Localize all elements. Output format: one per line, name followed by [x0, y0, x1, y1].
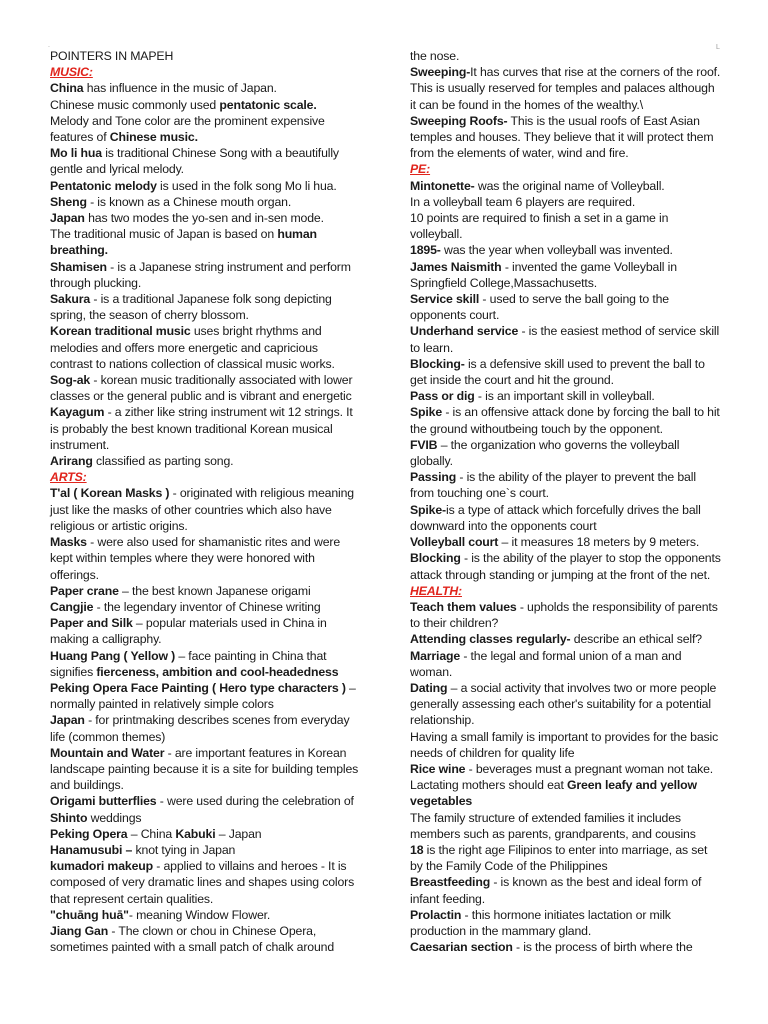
term: Teach them values: [410, 599, 517, 614]
pointer-entry: [410, 939, 722, 955]
definition: Having a small family is important to provides for the basic needs of children for quality life: [410, 729, 719, 760]
pointer-entry: [50, 826, 362, 842]
term: Peking Opera Face Painting ( Hero type characters ): [50, 680, 346, 695]
definition: This is the usual roofs of East Asian temples and houses. They believe that it will protect them from the elements of water, wind and fire.: [410, 113, 714, 161]
term: Service skill: [410, 292, 480, 307]
term: Arirang: [50, 454, 93, 469]
pointer-entry: [410, 729, 722, 761]
pointer-entry: [410, 777, 722, 809]
definition: – Japan: [215, 826, 262, 841]
definition: - The clown or chou in Chinese Opera, sometimes painted with a small patch of chalk around: [50, 923, 335, 955]
term: Paper crane: [50, 583, 119, 598]
pointer-entry: [50, 923, 362, 955]
definition: weddings: [87, 810, 142, 825]
definition: is the right age Filipinos to enter into marriage, as set by the Family Code of the Philippines: [410, 842, 708, 874]
pointer-entry: [50, 372, 362, 404]
pointer-entry: [410, 323, 722, 355]
pointer-entry: [50, 113, 362, 145]
pointer-entry: [410, 113, 722, 162]
definition: It has curves that rise at the corners of the roof. This is usually reserved for temples and palaces although it can be found in the homes of the wealthy.\: [410, 65, 721, 112]
pointer-entry: [410, 48, 722, 64]
term: Volleyball court: [410, 535, 499, 550]
term: Shinto: [50, 810, 88, 825]
section-heading: ARTS:: [50, 470, 87, 485]
definition: has influence in the music of Japan.: [83, 81, 277, 96]
pointer-entry: [410, 178, 722, 194]
pointer-entry: [50, 80, 362, 96]
pointer-entry: [50, 178, 362, 194]
definition: has two modes the yo-sen and in-sen mode.: [84, 211, 324, 226]
term: Underhand service: [410, 324, 519, 339]
pointer-entry: [410, 64, 722, 113]
definition: - is known as a Chinese mouth organ.: [86, 194, 292, 209]
pointer-entry: [410, 194, 722, 210]
term: Dating: [410, 680, 448, 695]
term: Spike: [410, 405, 443, 420]
term: Passing: [410, 470, 457, 485]
left-column: [50, 48, 362, 955]
term: Shamisen: [50, 259, 107, 274]
term: Prolactin: [410, 907, 462, 922]
definition: - used to serve the ball going to the opponents court.: [410, 292, 669, 323]
definition: - is the ability of the player to stop the opponents attack through standing or jumping at the front of the net.: [410, 551, 721, 582]
definition: Chinese music commonly used: [50, 97, 220, 112]
term: Blocking: [410, 551, 461, 566]
term: Peking Opera: [50, 826, 128, 841]
pointer-entry: [50, 97, 362, 113]
pointer-entry: [50, 404, 362, 453]
section-heading: PE:: [410, 162, 431, 177]
definition: – normally painted in relatively simple colors: [50, 680, 356, 712]
definition: uses bright rhythms and melodies and offers more energetic and capricious contrast to nations collection of classical music works.: [50, 324, 335, 371]
term: Pentatonic melody: [50, 178, 157, 193]
term: pentatonic scale.: [219, 97, 317, 112]
pointer-entry: [50, 194, 362, 210]
definition: - this hormone initiates lactation or milk production in the mammary gland.: [410, 907, 671, 938]
definition: - the legendary inventor of Chinese writing: [93, 599, 321, 614]
pointer-entry: [410, 680, 722, 729]
term: Green leafy and yellow vegetables: [410, 778, 697, 809]
pointer-entry: [50, 680, 362, 712]
definition: - upholds the responsibility of parents to their children?: [410, 599, 718, 631]
term: Pass or dig: [410, 389, 475, 404]
term: Paper and Silk: [50, 616, 133, 631]
definition: is used in the folk song Mo li hua.: [156, 178, 337, 193]
definition: - for printmaking describes scenes from everyday life (common themes): [50, 713, 350, 744]
definition: – it measures 18 meters by 9 meters.: [498, 535, 700, 550]
scan-mark: L: [716, 44, 720, 51]
term: Attending classes regularly-: [410, 632, 571, 647]
definition: was the year when volleyball was invented.: [440, 243, 673, 258]
term: "chuāng huā": [50, 907, 129, 922]
pointer-entry: [410, 356, 722, 388]
pointer-entry: [410, 502, 722, 534]
pointer-entry: [50, 907, 362, 923]
section-heading: HEALTH:: [410, 583, 462, 598]
term: James Naismith: [410, 259, 502, 274]
definition: – a social activity that involves two or more people generally assessing each other's suitability for a potential relationship.: [410, 680, 717, 728]
pointer-entry: [50, 210, 362, 226]
scan-mark: .: [48, 42, 50, 49]
pointer-entry: [50, 745, 362, 794]
pointer-entry: [410, 388, 722, 404]
term: Chinese music.: [109, 130, 198, 145]
term: fierceness, ambition and cool-headedness: [96, 664, 339, 679]
definition: In a volleyball team 6 players are required.: [410, 194, 636, 209]
definition: - were also used for shamanistic rites and were kept within temples where they were honored with offerings.: [50, 535, 341, 582]
term: Sheng: [50, 194, 87, 209]
definition: the nose.: [410, 49, 460, 63]
definition: knot tying in Japan: [132, 842, 236, 857]
term: Hanamusubi –: [50, 842, 133, 857]
definition: describe an ethical self?: [570, 632, 702, 647]
pointer-entry: [50, 858, 362, 907]
pointer-entry: [410, 648, 722, 680]
term: Breastfeeding: [410, 875, 491, 890]
term: Japan: [50, 211, 85, 226]
definition: - a zither like string instrument wit 12 strings. It is probably the best known traditional Korean musical instrument.: [50, 405, 353, 452]
definition: – the organization who governs the volleyball globally.: [410, 437, 680, 469]
definition: – face painting in China that signifies: [50, 648, 327, 679]
pointer-entry: [410, 437, 722, 469]
term: Rice wine: [410, 761, 466, 776]
term: Korean traditional music: [50, 324, 191, 339]
term: Masks: [50, 535, 87, 550]
pointer-entry: [410, 631, 722, 647]
definition: - is a Japanese string instrument and perform through plucking.: [50, 259, 351, 290]
pointer-entry: [50, 615, 362, 647]
term: 1895-: [410, 243, 441, 258]
pointer-entry: [410, 242, 722, 258]
definition: - originated with religious meaning just like the masks of other countries which also have religious or artistic origins.: [50, 486, 354, 533]
definition: – the best known Japanese origami: [118, 583, 311, 598]
definition: Melody and Tone color are the prominent expensive features of: [50, 113, 325, 145]
term: Spike-: [410, 502, 447, 517]
pointer-entry: [50, 534, 362, 583]
term: Mintonette-: [410, 178, 475, 193]
pointer-entry: [50, 485, 362, 534]
definition: was the original name of Volleyball.: [474, 178, 665, 193]
definition: - is a traditional Japanese folk song depicting spring, the season of cherry blossom.: [50, 292, 332, 323]
term: Marriage: [410, 648, 461, 663]
definition: - is the easiest method of service skill to learn.: [410, 324, 720, 355]
definition: - meaning Window Flower.: [128, 907, 271, 922]
term: human breathing.: [50, 227, 317, 258]
pointer-entry: [410, 534, 722, 550]
pointer-entry: [50, 842, 362, 858]
term: Cangjie: [50, 599, 94, 614]
pointer-entry: [50, 648, 362, 680]
definition: - are important features in Korean landscape painting because it is a site for building temples and buildings.: [50, 745, 359, 793]
definition: - applied to villains and heroes - It is composed of very dramatic lines and shapes using colors that represent certain qualities.: [50, 859, 355, 906]
term: Blocking-: [410, 356, 465, 371]
term: Sog-ak: [50, 373, 91, 388]
pointer-entry: [410, 404, 722, 436]
pointer-entry: [50, 259, 362, 291]
definition: – popular materials used in China in making a calligraphy.: [50, 616, 327, 647]
term: kumadori makeup: [50, 859, 153, 874]
term: Japan: [50, 713, 85, 728]
definition: - is the process of birth where the: [512, 940, 693, 955]
pointer-entry: [410, 599, 722, 631]
definition: - beverages must a pregnant woman not take.: [465, 761, 714, 776]
definition: The traditional music of Japan is based on: [50, 227, 278, 242]
section-heading: MUSIC:: [50, 65, 93, 80]
definition: - the legal and formal union of a man and woman.: [410, 648, 682, 679]
pointer-entry: [50, 323, 362, 372]
pointer-entry: [410, 810, 722, 842]
term: Caesarian section: [410, 940, 513, 955]
definition: - were used during the celebration of: [156, 794, 354, 809]
pointer-entry: [50, 226, 362, 258]
definition: - is the ability of the player to prevent the ball from touching one`s court.: [410, 470, 696, 501]
pointer-entry: [50, 712, 362, 744]
definition: 10 points are required to finish a set in a game in volleyball.: [410, 211, 669, 242]
pointer-entry: [50, 793, 362, 825]
term: Mountain and Water: [50, 745, 165, 760]
term: FVIB: [410, 437, 438, 452]
term: Jiang Gan: [50, 923, 109, 938]
pointer-entry: [50, 599, 362, 615]
pointer-entry: [410, 210, 722, 242]
definition: Lactating mothers should eat: [410, 778, 567, 793]
term: T'al ( Korean Masks ): [50, 486, 170, 501]
pointer-entry: [50, 145, 362, 177]
definition: - is an offensive attack done by forcing the ball to hit the ground withoutbeing touch by the opponent.: [410, 405, 720, 436]
definition: is traditional Chinese Song with a beautifully gentle and lyrical melody.: [50, 146, 339, 177]
definition: - korean music traditionally associated with lower classes or the general public and is vibrant and energetic: [50, 373, 353, 404]
term: Sakura: [50, 292, 91, 307]
pointer-entry: [410, 259, 722, 291]
right-column: [410, 48, 722, 955]
term: Origami butterflies: [50, 794, 157, 809]
pointer-entry: [410, 550, 722, 582]
definition: - invented the game Volleyball in Springfield College,Massachusetts.: [410, 259, 677, 290]
term: Huang Pang ( Yellow ): [50, 648, 176, 663]
document-title: POINTERS IN MAPEH: [50, 49, 174, 63]
term: Mo li hua: [50, 146, 102, 161]
pointer-entry: [410, 907, 722, 939]
pointer-entry: [50, 583, 362, 599]
definition: classified as parting song.: [92, 454, 234, 469]
definition: is a defensive skill used to prevent the ball to get inside the court and hit the ground.: [410, 356, 705, 388]
term: Kabuki: [175, 826, 216, 841]
pointer-entry: [410, 291, 722, 323]
term: Sweeping Roofs-: [410, 113, 508, 128]
pointer-entry: [50, 291, 362, 323]
definition: - is an important skill in volleyball.: [474, 389, 655, 404]
definition: - is known as the best and ideal form of infant feeding.: [410, 875, 702, 906]
term: 18: [410, 842, 424, 857]
term: Kayagum: [50, 405, 105, 420]
definition: – China: [127, 826, 176, 841]
pointer-entry: [410, 874, 722, 906]
term: China: [50, 81, 84, 96]
pointer-entry: [410, 469, 722, 501]
pointer-entry: [410, 842, 722, 874]
pointer-entry: [410, 761, 722, 777]
definition: The family structure of extended families it includes members such as parents, grandparents, and cousins: [410, 810, 696, 841]
term: Sweeping-: [410, 65, 471, 80]
definition: is a type of attack which forcefully drives the ball downward into the opponents court: [410, 502, 701, 533]
pointer-entry: [50, 453, 362, 469]
